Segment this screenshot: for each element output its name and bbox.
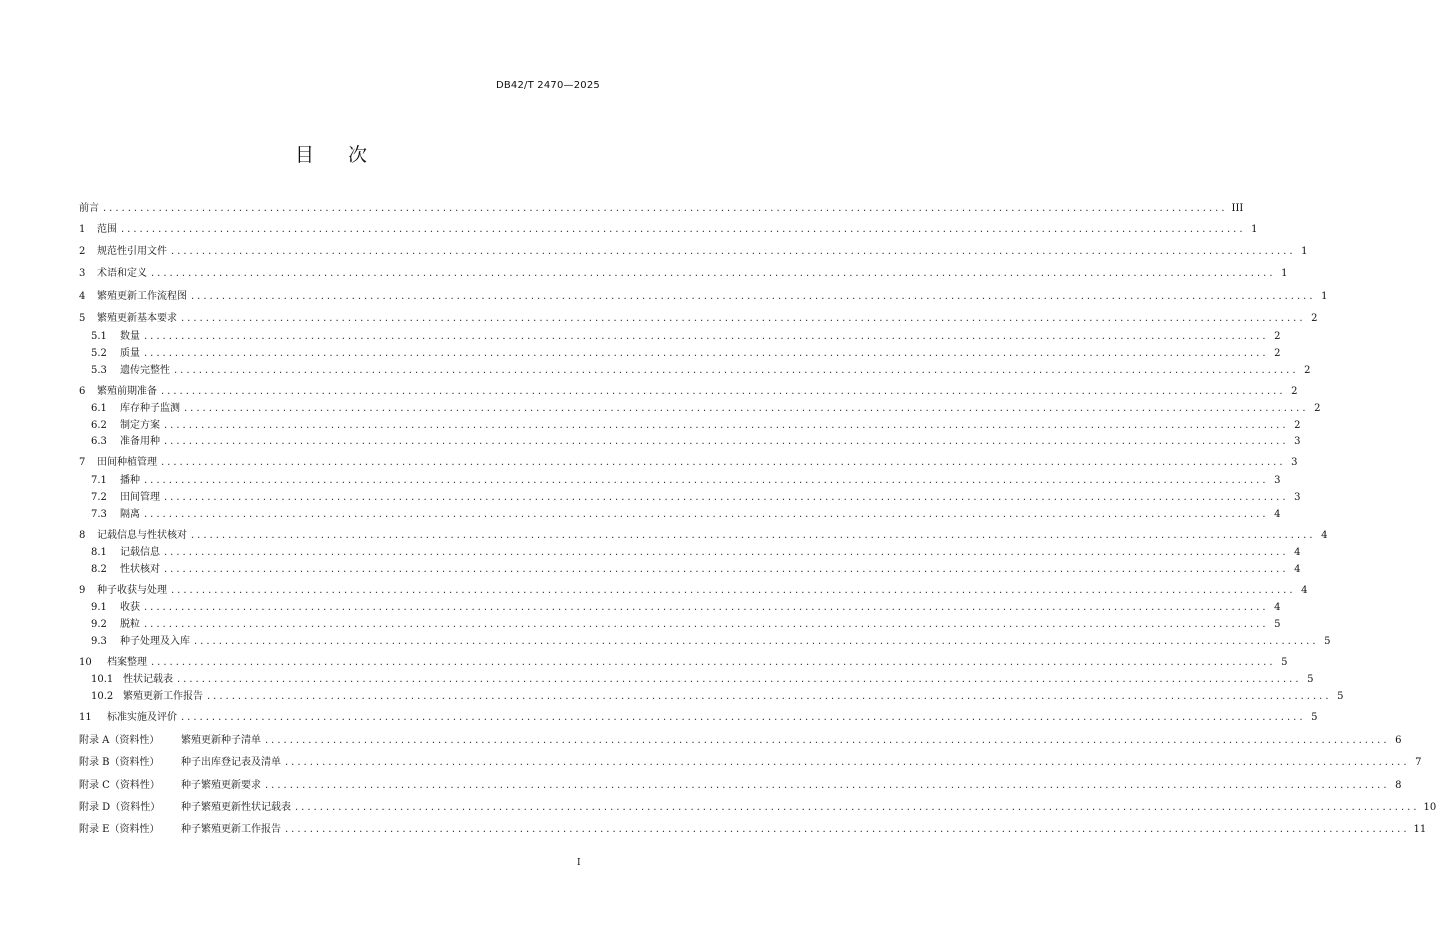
toc-entry-page: 5 [1307,674,1314,685]
title-char-2: 次 [348,144,368,166]
toc-leader-dots: ...................................................................................................................................................................................... [151,268,1276,279]
toc-entry-number: 5.1 [91,331,107,342]
toc-entry-page: 10 [1423,802,1436,813]
toc-appendix-a[interactable] [79,733,1402,749]
toc-entry-page: 4 [1294,564,1301,575]
toc-leader-dots: ...................................................................................................................................................................................... [174,365,1299,376]
toc-entry-number: 6.2 [91,420,107,431]
toc-entry-page: 3 [1294,492,1301,503]
toc-entry-number: 10 [79,657,92,668]
standard-code: DB42/T 2470—2025 [495,80,600,91]
toc-entry-label: 数量 [120,331,140,342]
toc-entry-number: 附录 C（资料性） [79,780,160,791]
toc-leader-dots: ...................................................................................................................................................................................... [191,530,1316,541]
toc-leader-dots: ...................................................................................................................................................................................... [184,403,1309,414]
toc-entry-foreword[interactable] [79,201,1244,217]
toc-entry-number: 11 [79,712,92,723]
toc-leader-dots: ...................................................................................................................................................................................... [103,203,1228,214]
toc-entry-number: 6.3 [91,436,107,447]
toc-entry-page: 1 [1281,268,1288,279]
toc-entry-number: 8.2 [91,564,107,575]
toc-entry-page: 6 [1395,735,1402,746]
toc-entry-label: 播种 [120,475,140,486]
toc-entry-page: 2 [1311,313,1318,324]
toc-leader-dots: ...................................................................................................................................................................................... [285,824,1410,835]
toc-entry-number: 6.1 [91,403,107,414]
toc-entry-page: 3 [1294,436,1301,447]
toc-leader-dots: ...................................................................................................................................................................................... [191,291,1316,302]
toc-subentry[interactable] [91,346,1281,362]
toc-entry-label: 繁殖更新工作流程图 [97,291,187,302]
toc-subentry[interactable] [91,545,1301,561]
toc-entry-number: 5.3 [91,365,107,376]
toc-subentry[interactable] [91,634,1331,650]
toc-entry-number: 附录 D（资料性） [79,802,161,813]
toc-leader-dots: ...................................................................................................................................................................................... [164,420,1289,431]
toc-entry-page: 4 [1321,530,1328,541]
toc-entry[interactable] [79,266,1288,282]
toc-entry-number: 5 [79,313,86,324]
toc-leader-dots: ...................................................................................................................................................................................... [144,509,1269,520]
toc-entry-number: 附录 A（资料性） [79,735,160,746]
toc-entry-page: 4 [1274,602,1281,613]
toc-leader-dots: ...................................................................................................................................................................................... [164,492,1289,503]
toc-entry-number: 7.3 [91,509,107,520]
toc-entry-number: 10.1 [91,674,114,685]
toc-entry-label: 种子收获与处理 [97,585,167,596]
toc-entry-page: 1 [1321,291,1328,302]
toc-entry[interactable] [79,655,1288,671]
toc-entry[interactable] [79,528,1328,544]
toc-entry-label: 脱粒 [120,619,140,630]
toc-entry-number: 10.2 [91,691,114,702]
toc-subentry[interactable] [91,507,1281,523]
toc-subentry[interactable] [91,562,1301,578]
toc-leader-dots: ...................................................................................................................................................................................... [171,246,1296,257]
toc-subentry[interactable] [91,600,1281,616]
toc-appendix-b[interactable] [79,755,1422,771]
toc-entry-number: 8.1 [91,547,107,558]
toc-entry[interactable] [79,311,1318,327]
toc-entry-label: 制定方案 [120,420,160,431]
toc-entry-label: 繁殖前期准备 [97,386,157,397]
toc-appendix-d[interactable] [79,800,1436,816]
toc-subentry[interactable] [91,490,1301,506]
toc-entry-page: 4 [1301,585,1308,596]
toc-entry-page: 3 [1274,475,1281,486]
toc-entry-label: 库存种子监测 [120,403,180,414]
toc-entry-number: 7 [79,457,86,468]
toc-leader-dots: ...................................................................................................................................................................................... [144,619,1269,630]
toc-entry-page: 2 [1274,348,1281,359]
toc-entry-page: 3 [1291,457,1298,468]
toc-entry-label: 田间种植管理 [97,457,157,468]
toc-entry-number: 3 [79,268,86,279]
toc-entry-label: 繁殖更新工作报告 [123,691,203,702]
toc-entry-page: 7 [1415,757,1422,768]
page-number: I [577,858,581,868]
toc-entry-label: 种子繁殖更新要求 [181,780,261,791]
toc-entry-label: 隔离 [120,509,140,520]
toc-entry[interactable] [79,455,1298,471]
toc-leader-dots: ...................................................................................................................................................................................... [144,602,1269,613]
toc-entry-page: 2 [1291,386,1298,397]
toc-entry-label: 档案整理 [107,657,147,668]
toc-leader-dots: ...................................................................................................................................................................................... [177,674,1302,685]
toc-entry-page: 4 [1274,509,1281,520]
toc-entry-label: 术语和定义 [97,268,147,279]
toc-subentry[interactable] [91,363,1311,379]
page-title [0,140,662,167]
toc-entry-label: 种子繁殖更新性状记载表 [181,802,291,813]
toc-leader-dots: ...................................................................................................................................................................................... [265,735,1390,746]
toc-leader-dots: ...................................................................................................................................................................................... [164,436,1289,447]
toc-subentry[interactable] [91,689,1344,705]
toc-appendix-e[interactable] [79,822,1427,838]
toc-entry-page: 2 [1274,331,1281,342]
toc-entry-page: 5 [1274,619,1281,630]
toc-appendix-c[interactable] [79,778,1402,794]
toc-entry-page: 4 [1294,547,1301,558]
toc-leader-dots: ...................................................................................................................................................................................... [121,224,1246,235]
toc-entry-label: 性状记载表 [123,674,173,685]
toc-entry-page: III [1231,203,1244,214]
toc-leader-dots: ...................................................................................................................................................................................... [171,585,1296,596]
toc-entry-number: 5.2 [91,348,107,359]
toc-entry[interactable] [79,244,1308,260]
toc-subentry[interactable] [91,672,1314,688]
toc-entry-number: 9.3 [91,636,107,647]
toc-leader-dots: ...................................................................................................................................................................................... [144,348,1269,359]
toc-entry-page: 2 [1304,365,1311,376]
toc-entry-label: 记载信息与性状核对 [97,530,187,541]
toc-leader-dots: ...................................................................................................................................................................................... [151,657,1276,668]
toc-entry-label: 遗传完整性 [120,365,170,376]
toc-entry-label: 繁殖更新基本要求 [97,313,177,324]
toc-entry-label: 标准实施及评价 [107,712,177,723]
toc-entry-label: 记载信息 [120,547,160,558]
toc-entry-label: 田间管理 [120,492,160,503]
toc-entry-label: 收获 [120,602,140,613]
toc-entry-page: 5 [1324,636,1331,647]
toc-entry-number: 8 [79,530,86,541]
toc-leader-dots: ...................................................................................................................................................................................... [265,780,1390,791]
toc-entry-page: 2 [1294,420,1301,431]
toc-entry-label: 前言 [79,203,99,214]
toc-entry-number: 2 [79,246,86,257]
toc-entry-number: 4 [79,291,86,302]
toc-entry-label: 性状核对 [120,564,160,575]
toc-entry-number: 7.1 [91,475,107,486]
toc-entry[interactable] [79,710,1318,726]
toc-subentry[interactable] [91,617,1281,633]
toc-leader-dots: ...................................................................................................................................................................................... [144,331,1269,342]
toc-entry-number: 9.2 [91,619,107,630]
toc-entry-page: 2 [1314,403,1321,414]
toc-subentry[interactable] [91,473,1281,489]
toc-entry-label: 范围 [97,224,117,235]
toc-entry-page: 5 [1337,691,1344,702]
toc-entry-number: 7.2 [91,492,107,503]
toc-entry-page: 11 [1413,824,1427,835]
toc-entry-label: 种子出库登记表及清单 [181,757,281,768]
toc-entry[interactable] [79,222,1258,238]
toc-leader-dots: ...................................................................................................................................................................................... [181,712,1306,723]
toc-entry-number: 1 [79,224,86,235]
toc-leader-dots: ...................................................................................................................................................................................... [181,313,1306,324]
toc-entry-page: 1 [1251,224,1258,235]
toc-leader-dots: ...................................................................................................................................................................................... [144,475,1269,486]
toc-entry-page: 8 [1395,780,1402,791]
toc-entry-number: 9.1 [91,602,107,613]
toc-entry-page: 1 [1301,246,1308,257]
toc-leader-dots: ...................................................................................................................................................................................... [194,636,1319,647]
toc-leader-dots: ...................................................................................................................................................................................... [161,386,1286,397]
toc-entry-number: 附录 E（资料性） [79,824,160,835]
toc-entry-label: 质量 [120,348,140,359]
toc-leader-dots: ...................................................................................................................................................................................... [161,457,1286,468]
toc-entry[interactable] [79,384,1298,400]
toc-entry-number: 6 [79,386,86,397]
toc-leader-dots: ...................................................................................................................................................................................... [164,547,1289,558]
toc-entry-page: 5 [1311,712,1318,723]
toc-entry[interactable] [79,583,1308,599]
toc-subentry[interactable] [91,329,1281,345]
toc-entry-label: 种子处理及入库 [120,636,190,647]
toc-leader-dots: ...................................................................................................................................................................................... [164,564,1289,575]
toc-leader-dots: ...................................................................................................................................................................................... [285,757,1410,768]
toc-entry-page: 5 [1281,657,1288,668]
toc-subentry[interactable] [91,434,1301,450]
toc-subentry[interactable] [91,418,1301,434]
toc-leader-dots: ...................................................................................................................................................................................... [295,802,1420,813]
toc-entry-number: 9 [79,585,86,596]
toc-entry[interactable] [79,289,1328,305]
title-char-1: 目 [294,144,314,166]
toc-subentry[interactable] [91,401,1321,417]
toc-entry-label: 繁殖更新种子清单 [181,735,261,746]
toc-entry-label: 种子繁殖更新工作报告 [181,824,281,835]
toc-leader-dots: ...................................................................................................................................................................................... [207,691,1332,702]
toc-entry-label: 规范性引用文件 [97,246,167,257]
toc-entry-label: 准备用种 [120,436,160,447]
toc-entry-number: 附录 B（资料性） [79,757,160,768]
